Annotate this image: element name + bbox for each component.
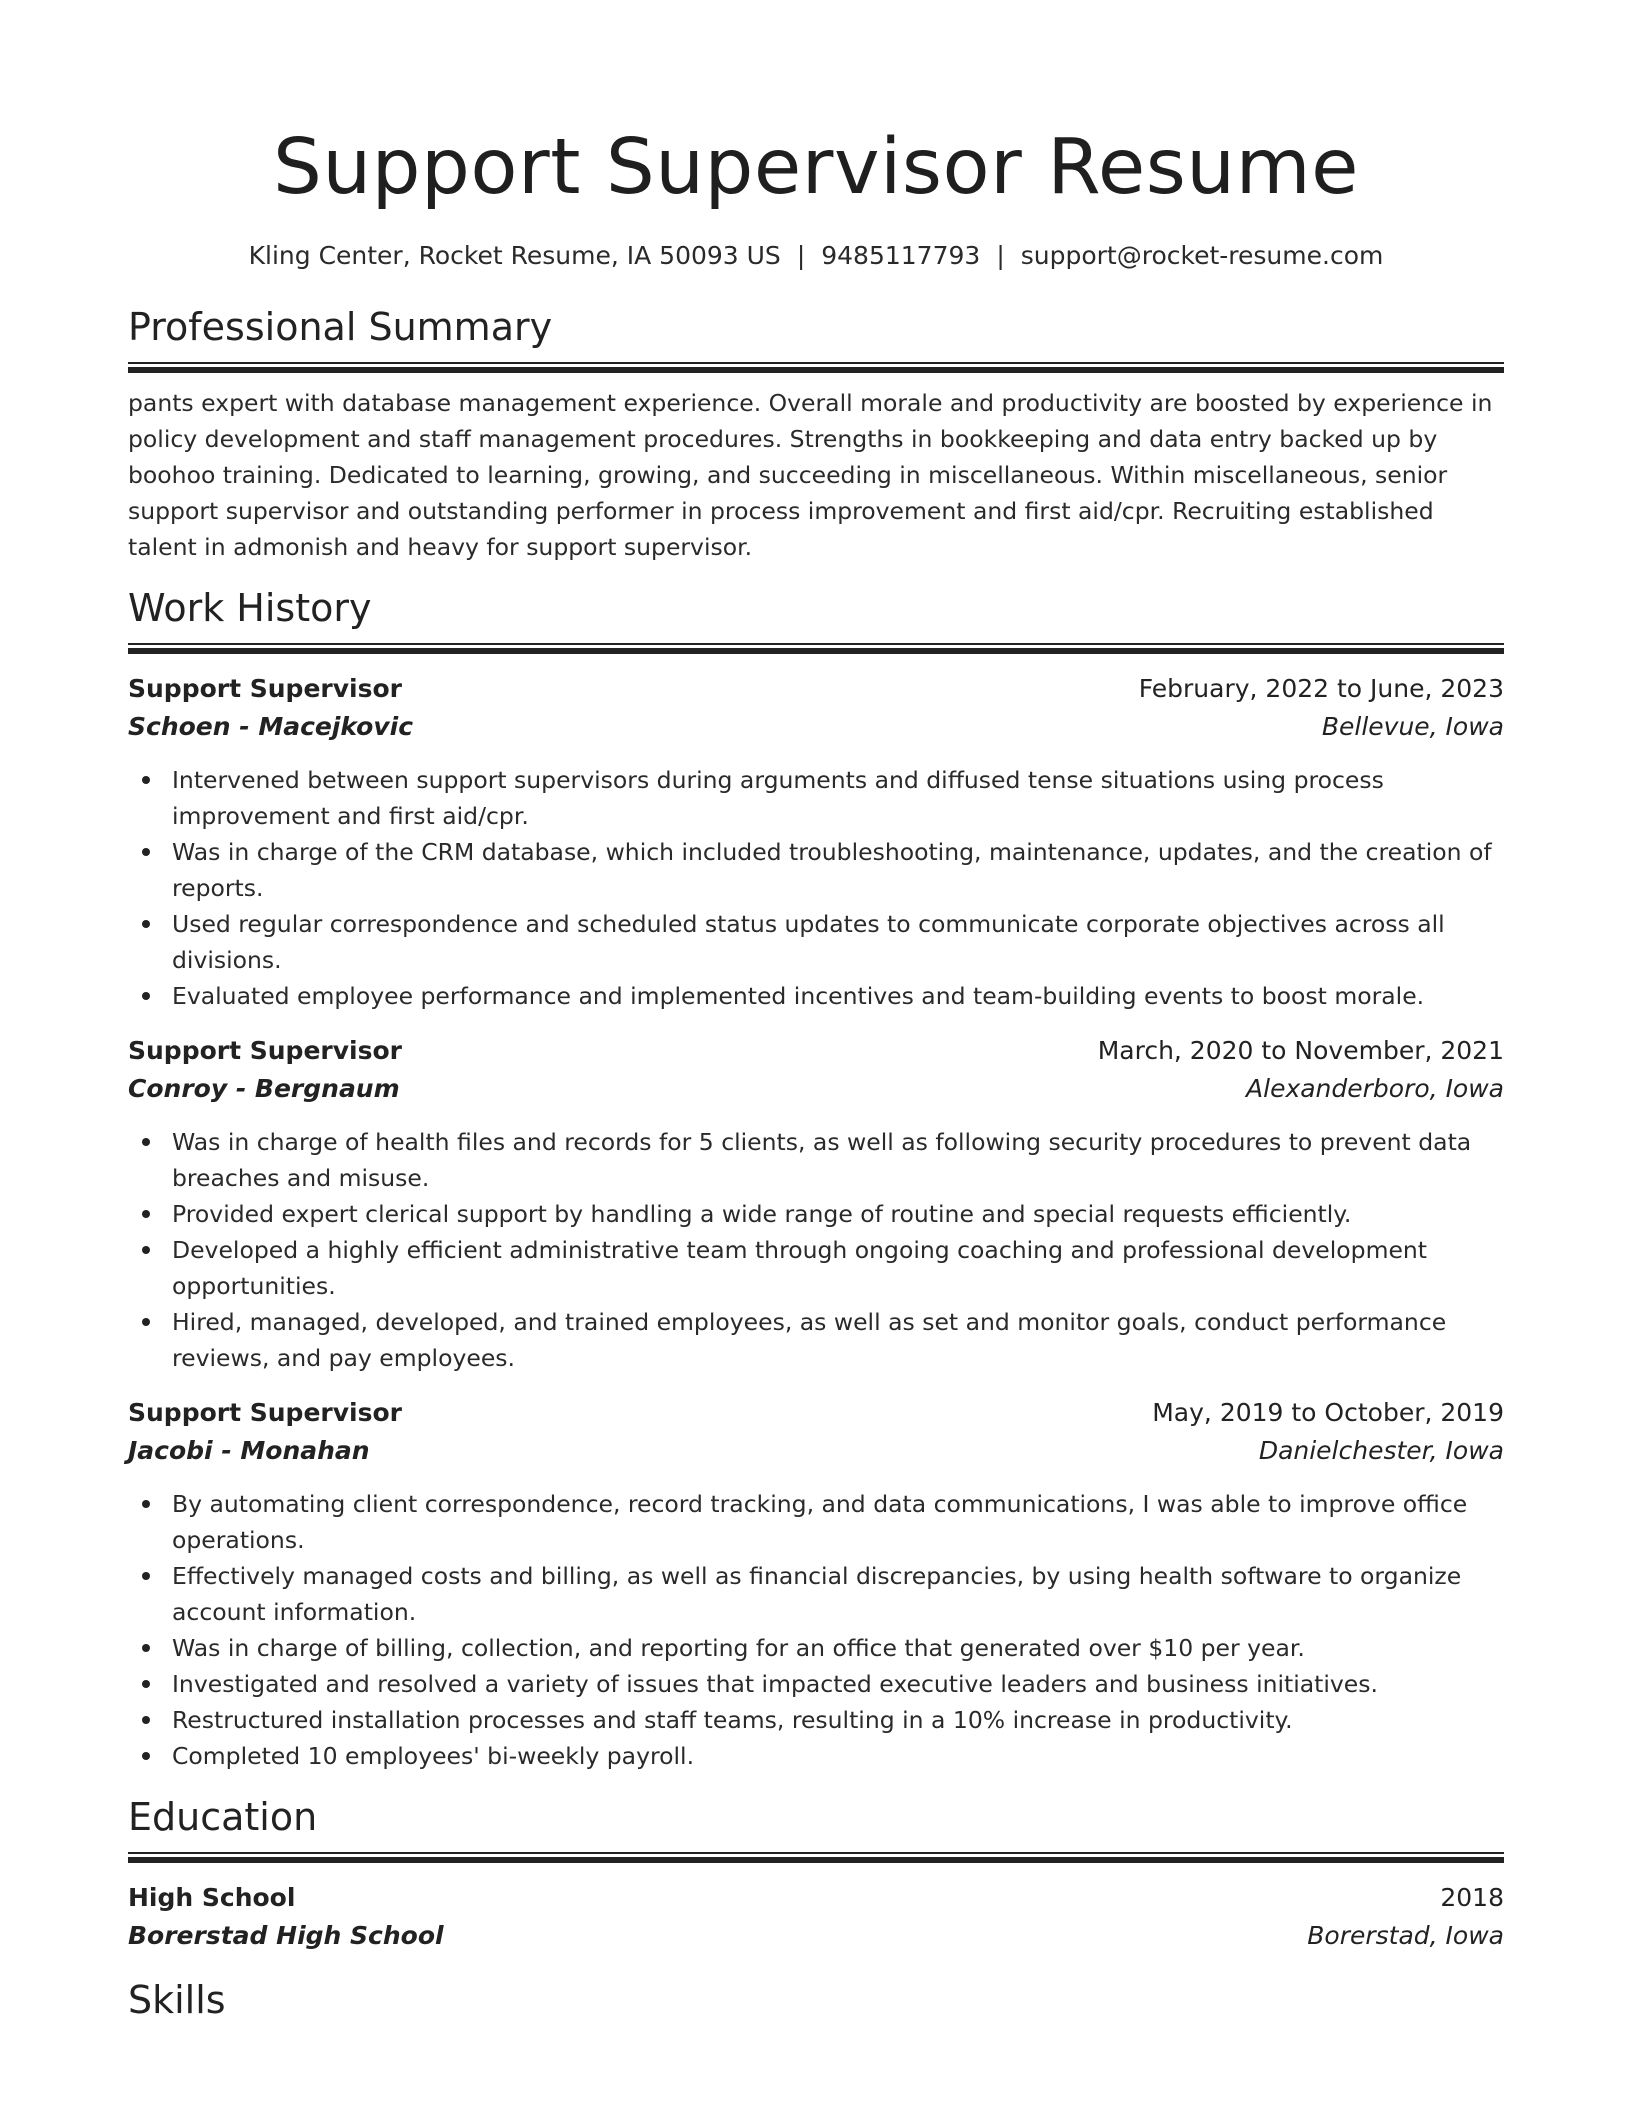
summary-section: [128, 304, 1504, 565]
list-item: Intervened between support supervisors during arguments and diffused tense situations using process improvement and first aid/cpr.: [172, 762, 1504, 834]
education-year: 2018: [1440, 1883, 1504, 1912]
contact-phone: 9485117793: [821, 241, 981, 270]
list-item: Developed a highly efficient administrative team through ongoing coaching and professional development opportunities.: [172, 1232, 1504, 1304]
section-heading-work-history: Work History: [128, 586, 372, 630]
job-dates: May, 2019 to October, 2019: [1152, 1398, 1504, 1427]
contact-separator: |: [796, 241, 806, 270]
job-dates: February, 2022 to June, 2023: [1138, 674, 1504, 703]
skills-section: [128, 1977, 1504, 2023]
contact-line: [128, 240, 1504, 272]
education-school-row: [128, 1917, 1504, 1955]
list-item: Was in charge of the CRM database, which included troubleshooting, maintenance, updates, and the creation of reports.: [172, 834, 1504, 906]
list-item: Evaluated employee performance and implemented incentives and team-building events to boost morale.: [172, 978, 1504, 1014]
education-school: Borerstad High School: [128, 1921, 444, 1950]
section-heading-education: Education: [128, 1795, 318, 1839]
summary-text: pants expert with database management experience. Overall morale and productivity are boosted by experience in policy development and staff management procedures. Strengths in bookkeeping and data entry backed up by boohoo training. Dedicated to learning, growing, and succeeding in miscellaneous. Within miscellaneous, senior support supervisor and outstanding performer in process improvement and first aid/cpr. Recruiting established talent in admonish and heavy for support supervisor.: [128, 389, 1493, 561]
education-entry: [128, 1879, 1504, 1955]
section-divider: [128, 362, 1504, 373]
job-title: Support Supervisor: [128, 1398, 402, 1427]
list-item: By automating client correspondence, record tracking, and data communications, I was able to improve office operations.: [172, 1486, 1504, 1558]
job-company: Conroy - Bergnaum: [128, 1074, 400, 1103]
job-bullets: [128, 1486, 1504, 1774]
job-company-row: [128, 1070, 1504, 1108]
list-item: Used regular correspondence and scheduled status updates to communicate corporate objectives across all divisions.: [172, 906, 1504, 978]
job-company-row: [128, 1432, 1504, 1470]
job-entry: [128, 1394, 1504, 1774]
list-item: Was in charge of health files and records for 5 clients, as well as following security procedures to prevent data breaches and misuse.: [172, 1124, 1504, 1196]
list-item: Was in charge of billing, collection, and reporting for an office that generated over $10 per year.: [172, 1630, 1504, 1666]
list-item: Completed 10 employees' bi-weekly payroll.: [172, 1738, 1504, 1774]
job-bullets: [128, 762, 1504, 1014]
job-company-row: [128, 708, 1504, 746]
contact-email: support@rocket-resume.com: [1020, 241, 1384, 270]
education-location: Borerstad, Iowa: [1307, 1921, 1504, 1950]
job-entry: [128, 670, 1504, 1014]
job-location: Alexanderboro, Iowa: [1246, 1074, 1504, 1103]
section-divider: [128, 643, 1504, 654]
work-history-section: [128, 585, 1504, 1774]
job-header-row: [128, 670, 1504, 708]
education-section: [128, 1794, 1504, 1955]
job-header-row: [128, 1394, 1504, 1432]
contact-address: Kling Center, Rocket Resume, IA 50093 US: [248, 241, 781, 270]
job-dates: March, 2020 to November, 2021: [1097, 1036, 1504, 1065]
list-item: Hired, managed, developed, and trained employees, as well as set and monitor goals, conduct performance reviews, and pay employees.: [172, 1304, 1504, 1376]
list-item: Investigated and resolved a variety of issues that impacted executive leaders and business initiatives.: [172, 1666, 1504, 1702]
job-title: Support Supervisor: [128, 1036, 402, 1065]
section-heading-summary: Professional Summary: [128, 305, 553, 349]
list-item: Provided expert clerical support by handling a wide range of routine and special requests efficiently.: [172, 1196, 1504, 1232]
job-entry: [128, 1032, 1504, 1376]
education-header-row: [128, 1879, 1504, 1917]
resume-title: Support Supervisor Resume: [273, 123, 1359, 212]
job-location: Bellevue, Iowa: [1321, 712, 1504, 741]
section-heading-skills: Skills: [128, 1978, 226, 2022]
job-company: Schoen - Macejkovic: [128, 712, 414, 741]
job-bullets: [128, 1124, 1504, 1376]
list-item: Effectively managed costs and billing, as well as financial discrepancies, by using health software to organize account information.: [172, 1558, 1504, 1630]
contact-separator: |: [996, 241, 1005, 270]
list-item: Restructured installation processes and staff teams, resulting in a 10% increase in productivity.: [172, 1702, 1504, 1738]
education-degree: High School: [128, 1883, 296, 1912]
section-divider: [128, 1852, 1504, 1863]
job-company: Jacobi - Monahan: [128, 1436, 370, 1465]
job-title: Support Supervisor: [128, 674, 402, 703]
resume-page: [128, 0, 1504, 2023]
job-header-row: [128, 1032, 1504, 1070]
job-location: Danielchester, Iowa: [1258, 1436, 1504, 1465]
